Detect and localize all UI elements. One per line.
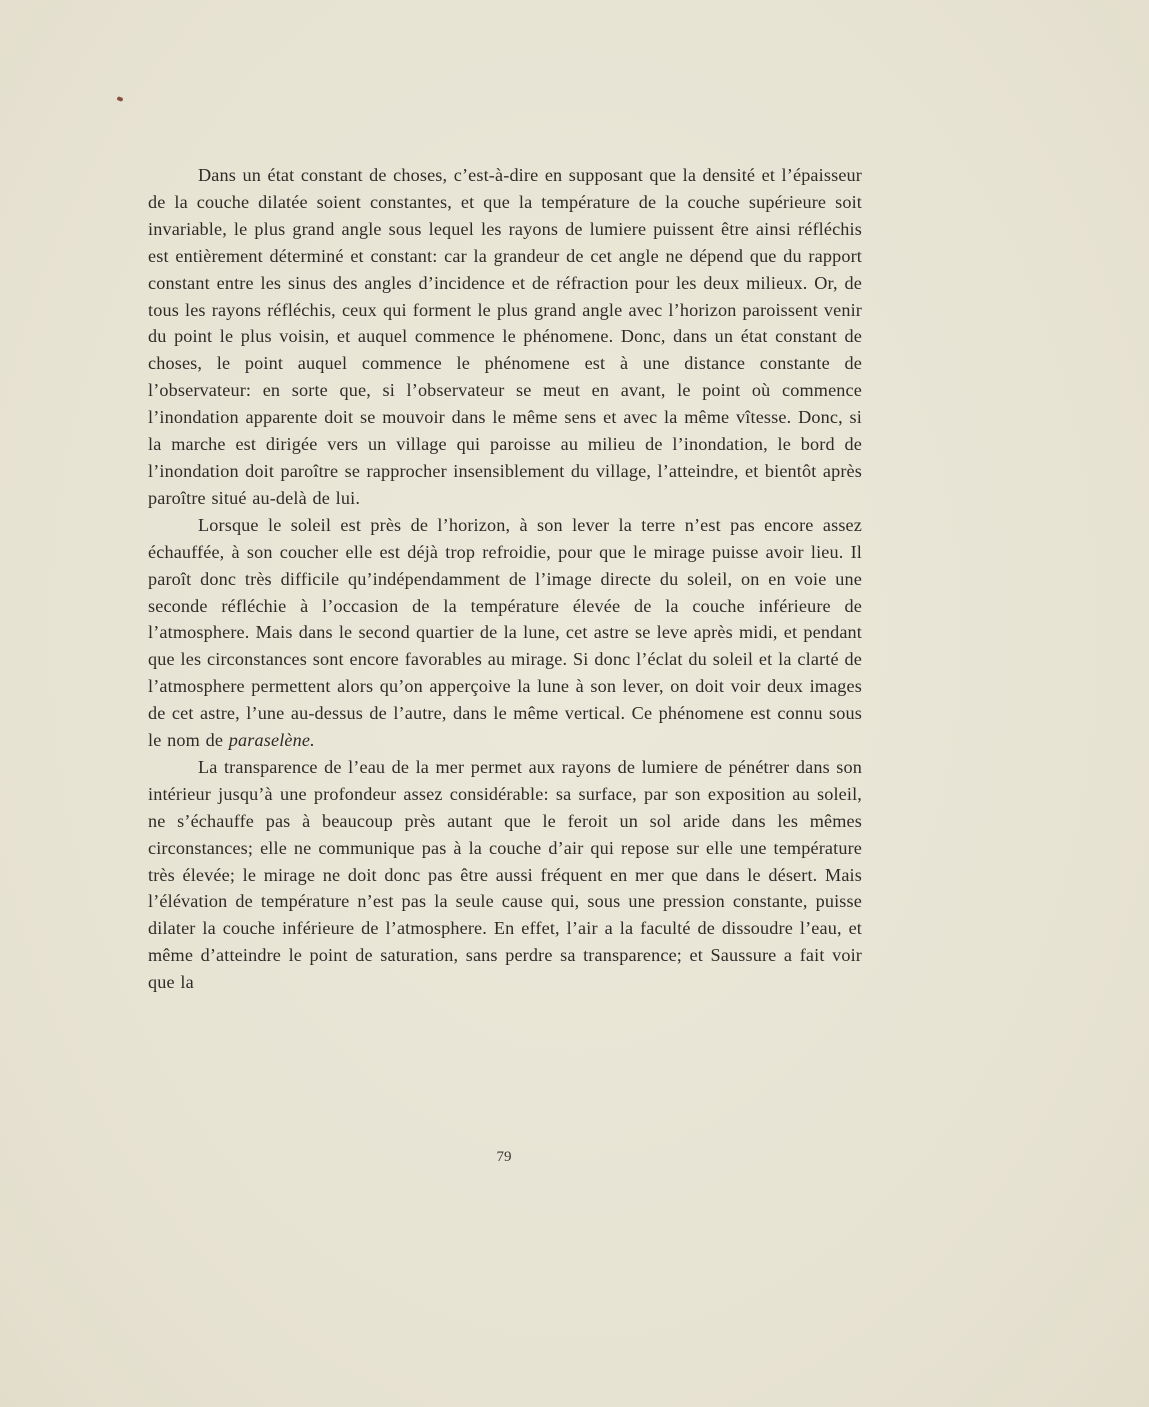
- page-number: 79: [496, 1149, 512, 1165]
- italic-term: paraselène.: [228, 730, 315, 751]
- paragraph-2-text: Lorsque le soleil est près de l’horizon, à son lever la terre n’est pas encore assez échauffée, à son coucher elle est déjà trop refroidie, pour que le mirage puisse avoir lieu. Il paroît donc très difficile qu’indépendamment de l’image directe du soleil, on en voie une seconde réfléchie à l’occasion de la température élevée de la couche inférieure de l’atmosphere. Mais dans le second quartier de la lune, cet astre se leve après midi, et pendant que les circonstances sont encore favorables au mirage. Si donc l’éclat du soleil et la clarté de l’atmosphere permettent alors qu’on apperçoive la lune à son lever, on doit voir deux images de cet astre, l’une au-dessus de l’autre, dans le même vertical. Ce phénomene est connu sous le nom de: [148, 514, 862, 751]
- paragraph-1: [148, 162, 862, 512]
- paragraph-3-text: La transparence de l’eau de la mer permet aux rayons de lumiere de pénétrer dans son intérieur jusqu’à une profondeur assez considérable: sa surface, par son exposition au soleil, ne s’échauffe pas à beaucoup près autant que le feroit un sol aride dans les mêmes circonstances; elle ne communique pas à la couche d’air qui repose sur elle une température très élevée; le mirage ne doit donc pas être aussi fréquent en mer que dans le désert. Mais l’élévation de température n’est pas la seule cause qui, sous une pression constante, puisse dilater la couche inférieure de l’atmosphere. En effet, l’air a la faculté de dissoudre l’eau, et même d’atteindre le point de saturation, sans perdre sa transparence; et Saussure a fait voir que la: [148, 756, 862, 993]
- paragraph-2: [148, 512, 862, 754]
- ink-speck: [116, 96, 123, 102]
- body-text: [148, 162, 862, 996]
- paragraph-1-text: Dans un état constant de choses, c’est-à-dire en supposant que la densité et l’épaisseur de la couche dilatée soient constantes, et que la température de la couche supérieure soit invariable, le plus grand angle sous lequel les rayons de lumiere puissent être ainsi réfléchis est entièrement déterminé et constant: car la grandeur de cet angle ne dépend que du rapport constant entre les sinus des angles d’incidence et de réfraction pour les deux milieux. Or, de tous les rayons réfléchis, ceux qui forment le plus grand angle avec l’horizon paroissent venir du point le plus voisin, et auquel commence le phénomene. Donc, dans un état constant de choses, le point auquel commence le phénomene est à une distance constante de l’observateur: en sorte que, si l’observateur se meut en avant, le point où commence l’inondation apparente doit se mouvoir dans le même sens et avec la même vîtesse. Donc, si la marche est dirigée vers un village qui paroisse au milieu de l’inondation, le bord de l’inondation doit paroître se rapprocher insensiblement du village, l’atteindre, et bientôt après paroître situé au-delà de lui.: [148, 165, 862, 508]
- paragraph-3: [148, 754, 862, 996]
